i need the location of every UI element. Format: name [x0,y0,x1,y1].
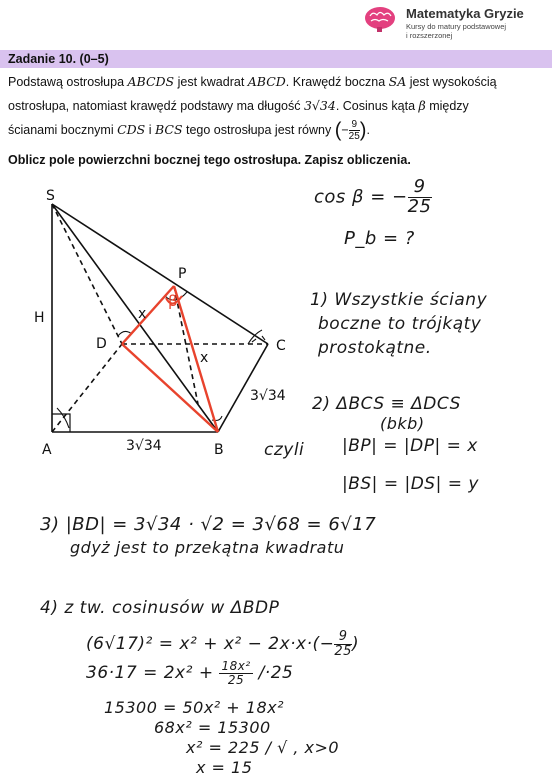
edge-SD [52,204,122,344]
note-text: /·25 [258,663,294,684]
math: BCS [154,122,183,137]
note-step4-eq6: x = 15 [196,758,253,777]
label-x-DP: x [138,306,147,322]
label-A: A [42,442,52,458]
edge-SC [52,204,268,344]
paren-left: ( [334,119,342,142]
note-fraction [408,178,432,217]
note-step1-line3: prostokątne. [318,338,432,358]
note-step2-line1: 2) ΔBCS ≡ ΔDCS [312,394,461,414]
math: CDS [117,122,146,137]
note-fraction-den: 25 [407,195,432,217]
task-line-1 [8,70,548,94]
note-fraction-num: 9 [408,178,432,198]
cos-fraction [349,119,360,142]
note-step4-eq4: 68x² = 15300 [154,718,271,737]
instruction: Oblicz pole powierzchni bocznej tego ostrosłupa. Zapisz obliczenia. [8,153,411,167]
label-C: C [276,338,286,354]
note-text: cos β = − [314,186,408,208]
text: ścianami bocznymi [8,123,118,137]
fraction-denominator: 25 [348,131,360,143]
note-step3-line1: 3) |BD| = 3√34 · √2 = 3√68 = 6√17 [40,514,377,535]
text: . Cosinus kąta [335,99,419,113]
note-step2-czyli: czyli [264,440,305,460]
task-statement [8,70,548,143]
note-step4-line1: 4) z tw. cosinusów w ΔBDP [40,598,280,618]
paren-right: ) [359,119,367,142]
label-edge-AB: 3√34 [126,438,162,454]
math: ABCD [247,74,286,89]
brand-subtitle-line1: Kursy do matury podstawowej [406,22,507,31]
dash-P-to-BD [174,286,198,404]
note-step4-eq1 [86,630,359,658]
angle-arc-A [57,408,69,428]
note-step4-eq3: 15300 = 50x² + 18x² [104,698,285,717]
note-text: 36·17 = 2x² + [86,663,214,684]
note-step2-line3: |BP| = |DP| = x [342,436,478,456]
brand-subtitle [406,22,546,40]
edge-AD [52,344,122,432]
label-H: H [34,310,45,326]
text: jest wysokością [406,75,497,89]
text: tego ostrosłupa jest równy [182,123,335,137]
note-step4-eq2 [86,660,293,686]
note-step1-line2: boczne to trójkąty [318,314,482,334]
text: jest kwadrat [174,75,248,89]
text: . Krawędź boczna [285,75,389,89]
math: β [418,98,426,113]
task-line-3 [8,118,548,143]
label-edge-BC: 3√34 [250,388,286,404]
pyramid-diagram [0,168,300,468]
note-text: ) [351,634,360,655]
note-pb-question: P_b = ? [344,228,415,249]
edge-SB [52,204,218,432]
math: 3√34 [303,98,336,113]
text: . [366,123,370,137]
note-fraction-num: 9 [334,630,352,645]
note-text: (6√17)² = x² + x² − 2x·x·(− [86,634,335,655]
note-step2-line2: (bkb) [380,414,425,433]
text: ostrosłupa, natomiast krawędź podstawy ma długość [8,99,304,113]
text: między [425,99,469,113]
note-fraction-num: 18x² [221,659,251,673]
note-step4-eq5: x² = 225 / √ , x>0 [186,738,340,757]
note-fraction [334,630,352,658]
note-step1-line1: 1) Wszystkie ściany [310,290,488,310]
label-x-PB: x [200,350,209,366]
label-D: D [96,336,107,352]
note-step2-line4: |BS| = |DS| = y [342,474,479,494]
angle-tick-C [252,339,256,342]
math: ABCDS [127,74,175,89]
task-title: Zadanie 10. (0–5) [0,50,552,68]
brain-logo-icon [362,4,398,34]
task-line-2 [8,94,548,118]
brand-subtitle-line2: i rozszerzonej [406,31,453,40]
note-fraction-den: 25 [334,643,352,659]
math: SA [388,74,407,89]
note-step3-line2: gdyż jest to przekątna kwadratu [70,538,345,557]
text: Podstawą ostrosłupa [8,75,128,89]
text: i [145,123,155,137]
label-S: S [46,188,55,204]
angle-tick-C2 [262,336,265,340]
header [0,0,552,44]
fraction-numerator: 9 [349,119,360,131]
label-P: P [178,266,187,282]
brand-title: Matematyka Gryzie [406,6,524,21]
note-fraction-den: 25 [227,672,245,687]
note-cos-given [314,178,432,217]
minus-sign: − [341,123,349,137]
label-B: B [214,442,224,458]
note-fraction [219,660,252,686]
label-beta: β [168,292,178,310]
